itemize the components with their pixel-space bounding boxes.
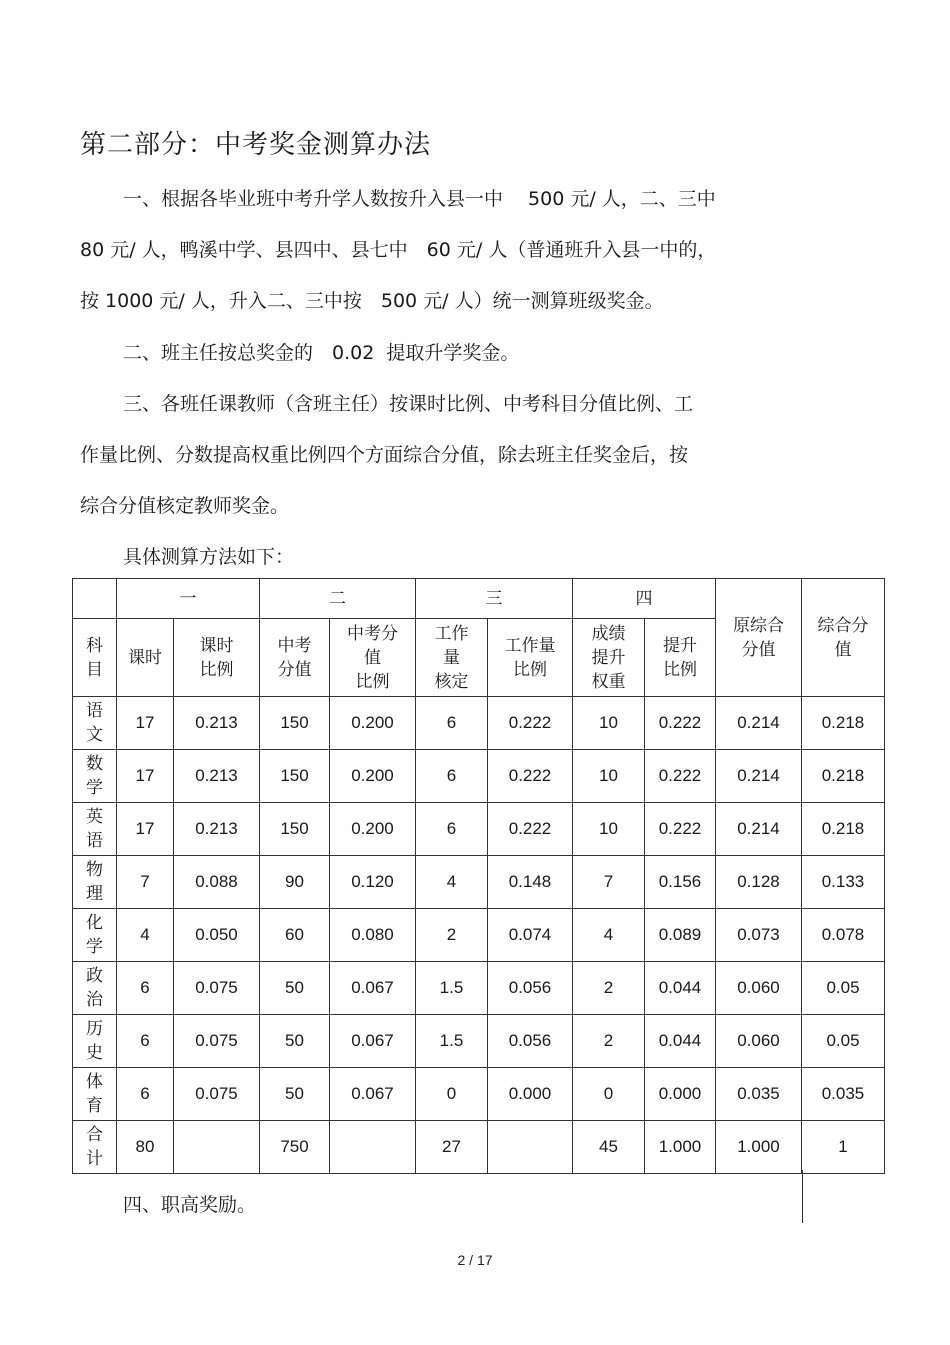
- column-header-cell: 课时 比例: [174, 619, 260, 697]
- table-cell: 0.044: [645, 1015, 716, 1068]
- table-cell: 4: [573, 909, 645, 962]
- column-header-cell: 课时: [117, 619, 174, 697]
- table-cell: 27: [416, 1121, 488, 1174]
- table-cell: 750: [260, 1121, 330, 1174]
- table-cell: 90: [260, 856, 330, 909]
- table-cell: 0.120: [330, 856, 416, 909]
- table-cell: 0.05: [802, 962, 885, 1015]
- section-title: 第二部分：中考奖金测算办法: [80, 130, 432, 160]
- column-header-cell: 中考 分值: [260, 619, 330, 697]
- group-header-cell: 四: [573, 579, 716, 619]
- subject-cell: 物 理: [73, 856, 117, 909]
- group-header-row: [73, 579, 885, 619]
- table-cell: 0.218: [802, 697, 885, 750]
- table-cell: 0.000: [645, 1068, 716, 1121]
- subject-cell: 历 史: [73, 1015, 117, 1068]
- subject-cell: 化 学: [73, 909, 117, 962]
- table-cell: 6: [416, 803, 488, 856]
- table-cell: 0.200: [330, 697, 416, 750]
- table-cell: 6: [416, 697, 488, 750]
- table-row: [73, 750, 885, 803]
- table-cell: 0.214: [716, 750, 802, 803]
- table-row: [73, 1068, 885, 1121]
- table-cell: 1: [802, 1121, 885, 1174]
- table-cell: 0.218: [802, 750, 885, 803]
- group-header-cell: 二: [260, 579, 416, 619]
- corner-cell: [73, 579, 117, 619]
- table-cell: 0.218: [802, 803, 885, 856]
- table-cell: 0.222: [645, 803, 716, 856]
- table-cell: 0.078: [802, 909, 885, 962]
- table-cell: 0.214: [716, 697, 802, 750]
- table-row: [73, 1121, 885, 1174]
- page-number: 2 / 17: [457, 1252, 493, 1268]
- table-cell: 0: [416, 1068, 488, 1121]
- table-cell: 17: [117, 803, 174, 856]
- table-cell: 50: [260, 962, 330, 1015]
- paragraph-line-8: 具体测算方法如下：: [123, 546, 295, 568]
- table-cell: 0.060: [716, 1015, 802, 1068]
- table-cell: 80: [117, 1121, 174, 1174]
- table-cell: 0.075: [174, 1068, 260, 1121]
- table-cell: 6: [416, 750, 488, 803]
- table-cell: 0.056: [488, 1015, 573, 1068]
- table-cell: 0.213: [174, 750, 260, 803]
- table-cell: 0: [573, 1068, 645, 1121]
- table-cell: 0.075: [174, 1015, 260, 1068]
- table-cell: 0.080: [330, 909, 416, 962]
- paragraph-line-4: 二、班主任按总奖金的 0.02 提取升学奖金。: [123, 342, 520, 364]
- table-cell: 0.035: [716, 1068, 802, 1121]
- table-cell: 7: [573, 856, 645, 909]
- table-cell: 0.222: [645, 750, 716, 803]
- table-cell: 0.148: [488, 856, 573, 909]
- table-cell: 0.200: [330, 750, 416, 803]
- table-cell: 10: [573, 697, 645, 750]
- table-cell: 17: [117, 697, 174, 750]
- subject-cell: 合 计: [73, 1121, 117, 1174]
- table-cell: 0.213: [174, 697, 260, 750]
- table-cell: 0.213: [174, 803, 260, 856]
- paragraph-line-2: 80 元/ 人，鸭溪中学、县四中、县七中 60 元/ 人（普通班升入县一中的，: [80, 239, 717, 261]
- table-cell: 150: [260, 750, 330, 803]
- column-header-cell: 工作 量 核定: [416, 619, 488, 697]
- table-row: [73, 962, 885, 1015]
- table-cell: 6: [117, 1068, 174, 1121]
- table-cell: 0.060: [716, 962, 802, 1015]
- table-cell: 0.128: [716, 856, 802, 909]
- table-cell: 2: [573, 1015, 645, 1068]
- table-cell: 0.156: [645, 856, 716, 909]
- table-cell: 4: [416, 856, 488, 909]
- table-row: [73, 697, 885, 750]
- table-cell: 0.133: [802, 856, 885, 909]
- table-cell: 0.067: [330, 1068, 416, 1121]
- column-header-cell: 综合分 值: [802, 579, 885, 697]
- paragraph-line-3: 按 1000 元/ 人，升入二、三中按 500 元/ 人）统一测算班级奖金。: [80, 290, 664, 312]
- table-row: [73, 909, 885, 962]
- paragraph-line-1: 一、根据各毕业班中考升学人数按升入县一中 500 元/ 人，二、三中: [123, 188, 716, 210]
- table-cell: 0.067: [330, 962, 416, 1015]
- column-header-cell: 提升 比例: [645, 619, 716, 697]
- table-cell: 50: [260, 1015, 330, 1068]
- table-divider-extension: [802, 1170, 803, 1223]
- column-header-cell: 成绩 提升 权重: [573, 619, 645, 697]
- table-cell: 17: [117, 750, 174, 803]
- subject-cell: 语 文: [73, 697, 117, 750]
- column-header-cell: 科 目: [73, 619, 117, 697]
- table-cell: 0.088: [174, 856, 260, 909]
- table-cell: 1.000: [645, 1121, 716, 1174]
- group-header-cell: 三: [416, 579, 573, 619]
- table-cell: [488, 1121, 573, 1174]
- table-cell: 50: [260, 1068, 330, 1121]
- bonus-calculation-table: [72, 578, 885, 1174]
- table-cell: 4: [117, 909, 174, 962]
- subject-cell: 体 育: [73, 1068, 117, 1121]
- table-cell: 0.075: [174, 962, 260, 1015]
- table-cell: 0.074: [488, 909, 573, 962]
- table-cell: 0.222: [488, 750, 573, 803]
- paragraph-line-7: 综合分值核定教师奖金。: [80, 495, 290, 517]
- subject-cell: 政 治: [73, 962, 117, 1015]
- table-cell: 1.5: [416, 1015, 488, 1068]
- table-cell: [174, 1121, 260, 1174]
- table-cell: 6: [117, 1015, 174, 1068]
- table-cell: 10: [573, 750, 645, 803]
- table-row: [73, 1015, 885, 1068]
- table-cell: 0.000: [488, 1068, 573, 1121]
- table-cell: 10: [573, 803, 645, 856]
- group-header-cell: 一: [117, 579, 260, 619]
- paragraph-line-6: 作量比例、分数提高权重比例四个方面综合分值，除去班主任奖金后，按: [80, 444, 689, 466]
- subject-cell: 数 学: [73, 750, 117, 803]
- table-cell: 1.5: [416, 962, 488, 1015]
- table-cell: 150: [260, 803, 330, 856]
- table-cell: 2: [416, 909, 488, 962]
- column-header-cell: 工作量 比例: [488, 619, 573, 697]
- table-cell: 0.067: [330, 1015, 416, 1068]
- table-cell: 60: [260, 909, 330, 962]
- table-cell: 0.214: [716, 803, 802, 856]
- table-cell: 1.000: [716, 1121, 802, 1174]
- table-cell: 2: [573, 962, 645, 1015]
- table-row: [73, 856, 885, 909]
- paragraph-after-table: 四、职高奖励。: [123, 1194, 257, 1216]
- table-cell: 0.05: [802, 1015, 885, 1068]
- table-cell: 0.035: [802, 1068, 885, 1121]
- table-cell: 45: [573, 1121, 645, 1174]
- column-header-cell: 中考分 值 比例: [330, 619, 416, 697]
- column-header-cell: 原综合 分值: [716, 579, 802, 697]
- table-cell: 0.073: [716, 909, 802, 962]
- table-cell: [330, 1121, 416, 1174]
- table-cell: 0.050: [174, 909, 260, 962]
- table-cell: 0.222: [645, 697, 716, 750]
- table-cell: 0.200: [330, 803, 416, 856]
- table-cell: 150: [260, 697, 330, 750]
- paragraph-line-5: 三、各班任课教师（含班主任）按课时比例、中考科目分值比例、工: [123, 393, 694, 415]
- subject-cell: 英 语: [73, 803, 117, 856]
- table-row: [73, 803, 885, 856]
- table-cell: 0.089: [645, 909, 716, 962]
- table-cell: 0.056: [488, 962, 573, 1015]
- table-cell: 7: [117, 856, 174, 909]
- table-cell: 0.044: [645, 962, 716, 1015]
- table-cell: 0.222: [488, 697, 573, 750]
- table-cell: 6: [117, 962, 174, 1015]
- table-cell: 0.222: [488, 803, 573, 856]
